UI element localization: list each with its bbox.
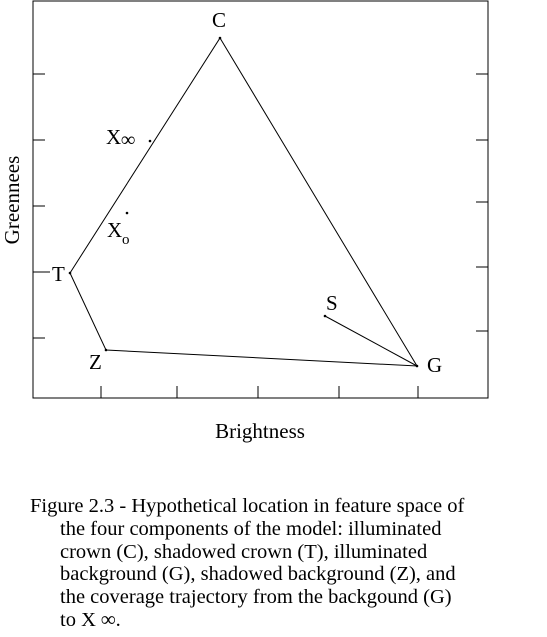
point-dot-s [324, 315, 327, 318]
figure-caption [30, 495, 542, 632]
right-axis-ticks [476, 74, 488, 331]
point-dot-t [69, 272, 72, 275]
label-t: T [52, 262, 65, 286]
point-dot-z [105, 349, 108, 352]
point-dot-c [219, 37, 222, 40]
point-dots [69, 37, 419, 368]
label-x-inf-sub: ∞ [121, 129, 136, 151]
trajectory-s-to-g [325, 316, 417, 366]
caption-line-last [30, 609, 542, 632]
plot-frame [33, 1, 488, 398]
caption-last-text: to X [60, 608, 96, 631]
label-g: G [427, 353, 443, 377]
left-axis-ticks [33, 74, 50, 338]
point-dot-g [416, 365, 419, 368]
label-s: S [326, 291, 338, 315]
y-axis-label: Greennees [0, 155, 24, 245]
point-dot-x-o [126, 212, 129, 215]
point-dot-x-inf [149, 140, 152, 143]
label-x-inf: X [106, 125, 122, 149]
caption-infinity-symbol: ∞ [101, 608, 116, 631]
x-axis-label: Brightness [215, 419, 305, 443]
caption-line: background (G), shadowed background (Z), and [60, 563, 456, 586]
caption-line: the coverage trajectory from the backgound (G) [60, 586, 452, 609]
caption-line: the four components of the model: illuminated [60, 517, 442, 540]
label-x-o-sub: o [122, 232, 130, 248]
caption-period: . [115, 608, 121, 631]
label-x-o: X [107, 218, 123, 242]
label-c: C [212, 8, 227, 32]
component-polygon [70, 38, 417, 366]
label-z: Z [89, 350, 102, 374]
caption-line: crown (C), shadowed crown (T), illuminated [60, 540, 428, 563]
bottom-axis-ticks [101, 386, 418, 398]
caption-line: Figure 2.3 - Hypothetical location in feature space of [30, 495, 465, 517]
